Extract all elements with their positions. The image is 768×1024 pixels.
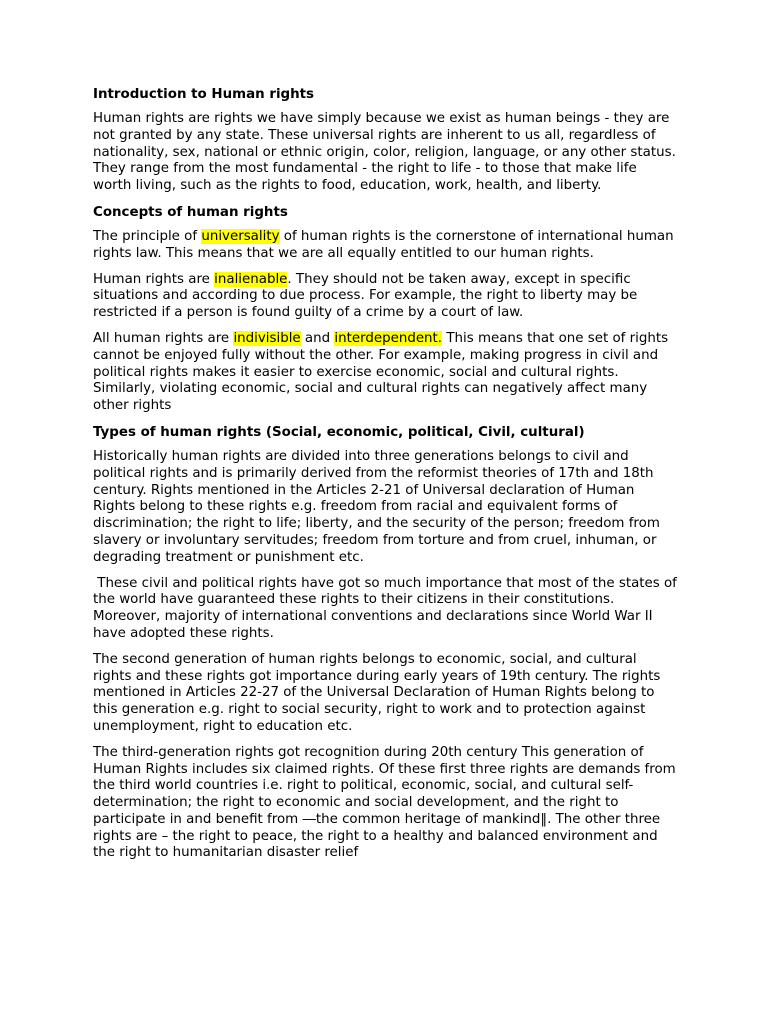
text-segment: of human rights is the cornerstone of international human rights law. This means that we are all equally entitled to our human rights. (93, 228, 674, 261)
paragraph-universality (93, 229, 678, 263)
highlight-interdependent: interdependent. (334, 330, 443, 346)
text-segment: The principle of (93, 228, 202, 244)
text-segment: and (300, 330, 335, 346)
heading-introduction: Introduction to Human rights (93, 87, 315, 102)
paragraph-second-generation: The second generation of human rights belongs to economic, social, and cultural rights and these rights got importance during early years of 19th century. The rights mentioned in Articles 22-27 of the Universal Declaration of Human Rights belong to this generation e.g. right to social security, right to work and to protection against unemployment, right to education etc. (93, 651, 661, 734)
paragraph-inalienable (93, 272, 678, 322)
highlight-inalienable: inalienable (214, 271, 288, 287)
paragraph-third-generation: The third-generation rights got recognition during 20th century This generation of Human Rights includes six claimed rights. Of these first three rights are demands from the third world countries i.e. right to political, economic, social, and cultural self-determination; the right to economic and social development, and the right to participate in and benefit from ―the common heritage of mankind‖. The other three rights are – the right to peace, the right to a healthy and balanced environment and the right to humanitarian disaster relief (93, 744, 676, 861)
highlight-universality: universality (201, 228, 280, 244)
paragraph-introduction: Human rights are rights we have simply because we exist as human beings - they are not granted by any state. These universal rights are inherent to us all, regardless of nationality, sex, national or ethnic origin, color, religion, language, or any other status. They range from the most fundamental - the right to life - to those that make life worth living, such as the rights to food, education, work, health, and liberty. (93, 111, 676, 194)
highlight-indivisible: indivisible (233, 330, 301, 346)
heading-concepts: Concepts of human rights (93, 204, 288, 220)
paragraph-civil-importance: These civil and political rights have got so much importance that most of the states of the world have guaranteed these rights to their citizens in their constitutions. Moreover, majority of international conventions and declarations since World War II have adopted these rights. (93, 575, 682, 641)
paragraph-indivisible (93, 331, 678, 415)
text-segment: All human rights are (93, 330, 234, 346)
heading-types: Types of human rights (Social, economic, political, Civil, cultural) (93, 424, 585, 440)
text-segment: . They should not be taken away, except in specific situations and according to due process. For example, the right to liberty may be restricted if a person is found guilty of a crime by a court of law. (93, 271, 638, 321)
paragraph-generations: Historically human rights are divided into three generations belongs to civil and political rights and is primarily derived from the reformist theories of 17th and 18th century. Rights mentioned in the Articles 2-21 of Universal declaration of Human Rights belong to these rights e.g. freedom from racial and equivalent forms of discrimination; the right to life; liberty, and the security of the person; freedom from slavery or involuntary servitudes; freedom from torture and from cruel, inhuman, or degrading treatment or punishment etc. (93, 448, 660, 565)
text-segment: This means that one set of rights cannot be enjoyed fully without the other. For example, making progress in civil and political rights makes it easier to exercise economic, social and cultural rights. Similarly, violating economic, social and cultural rights can negatively affect many other rights (93, 330, 669, 414)
text-segment: Human rights are (93, 271, 215, 287)
